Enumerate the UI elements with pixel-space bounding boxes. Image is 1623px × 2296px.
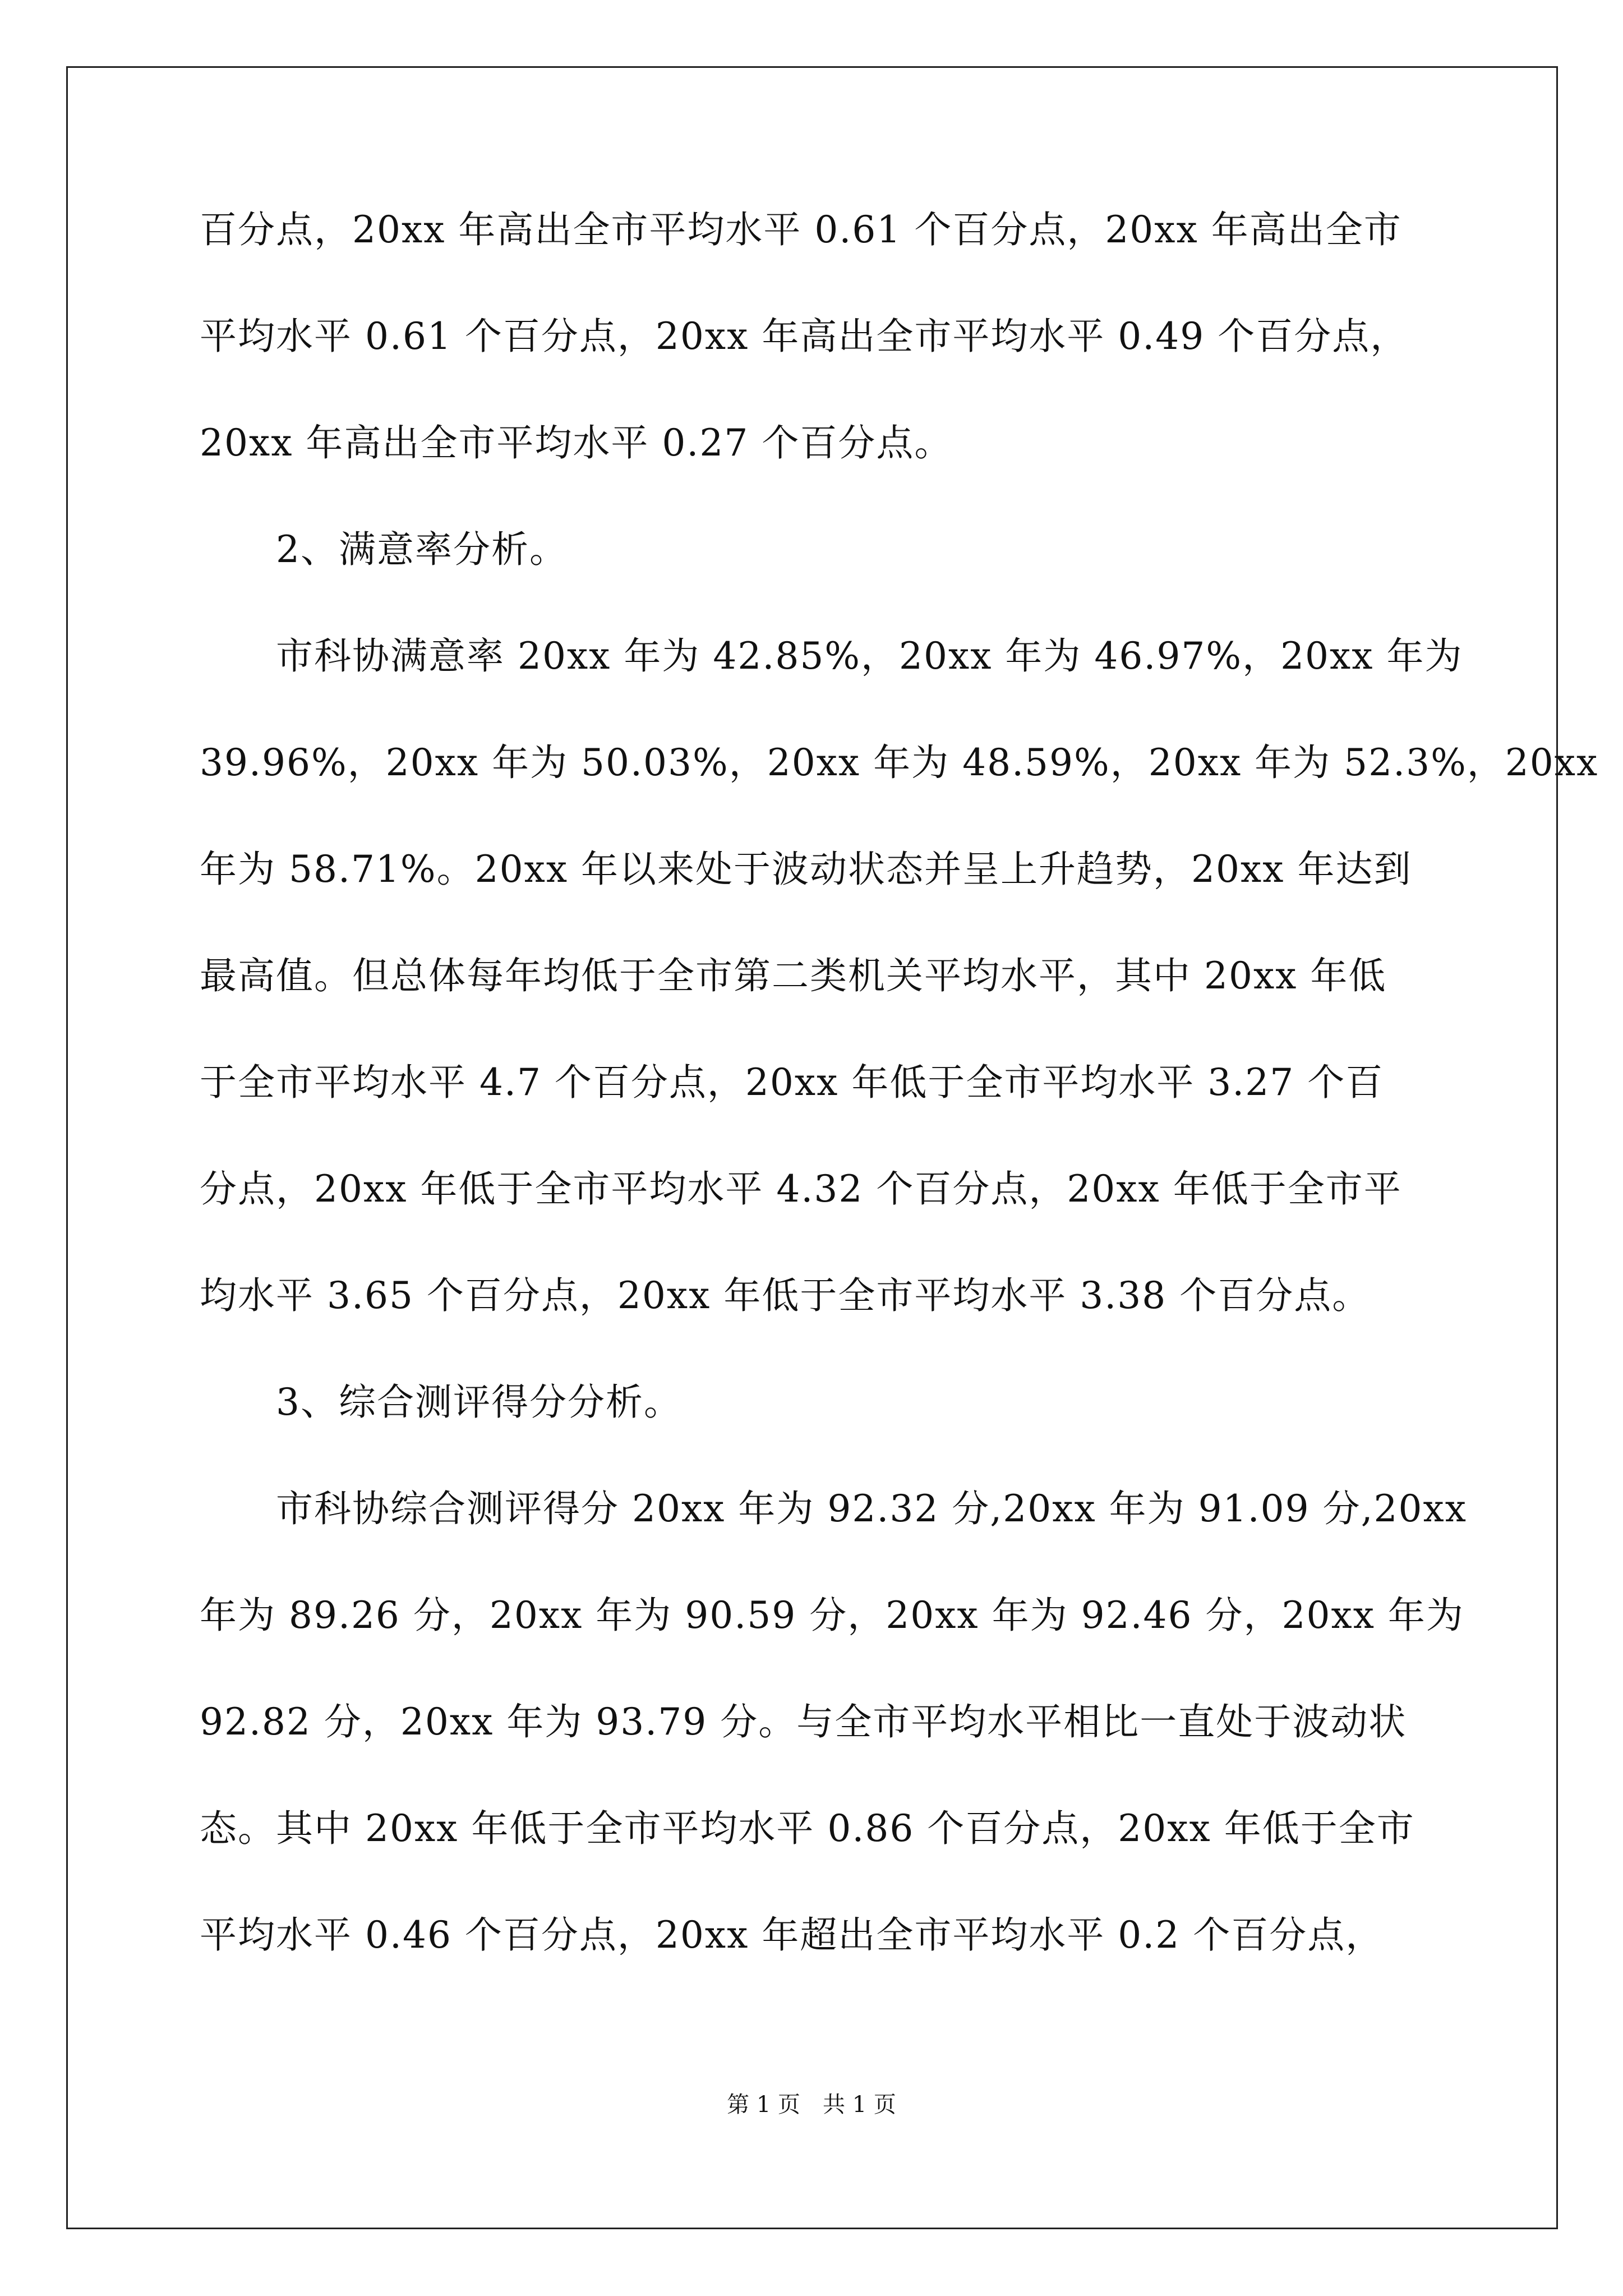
text-line: 平均水平 0.46 个百分点，20xx 年超出全市平均水平 0.2 个百分点， bbox=[200, 1913, 1384, 1957]
page-number-footer: 第 1 页 共 1 页 bbox=[727, 2092, 896, 2118]
text-line: 于全市平均水平 4.7 个百分点，20xx 年低于全市平均水平 3.27 个百 bbox=[200, 1061, 1384, 1104]
text-line: 态。其中 20xx 年低于全市平均水平 0.86 个百分点，20xx 年低于全市 bbox=[200, 1807, 1415, 1850]
text-line: 最高值。但总体每年均低于全市第二类机关平均水平，其中 20xx 年低 bbox=[200, 954, 1387, 997]
section-heading: 2、满意率分析。 bbox=[200, 528, 568, 571]
page-border bbox=[66, 66, 1558, 2229]
text-line: 39.96%，20xx 年为 50.03%，20xx 年为 48.59%，20xx 年为 52.3%，20xx bbox=[200, 741, 1599, 784]
text-line: 百分点，20xx 年高出全市平均水平 0.61 个百分点，20xx 年高出全市 bbox=[200, 208, 1402, 251]
section-heading: 3、综合测评得分分析。 bbox=[200, 1381, 682, 1424]
text-line: 年为 58.71%。20xx 年以来处于波动状态并呈上升趋势，20xx 年达到 bbox=[200, 848, 1412, 891]
text-line: 平均水平 0.61 个百分点，20xx 年高出全市平均水平 0.49 个百分点， bbox=[200, 315, 1409, 358]
text-line: 市科协综合测评得分 20xx 年为 92.32 分,20xx 年为 91.09 分,20xx bbox=[200, 1487, 1467, 1530]
text-line: 市科协满意率 20xx 年为 42.85%，20xx 年为 46.97%，20xx 年为 bbox=[200, 634, 1463, 678]
text-line: 分点，20xx 年低于全市平均水平 4.32 个百分点，20xx 年低于全市平 bbox=[200, 1167, 1402, 1211]
text-line: 年为 89.26 分，20xx 年为 90.59 分，20xx 年为 92.46 分，20xx 年为 bbox=[200, 1594, 1464, 1637]
text-line: 均水平 3.65 个百分点，20xx 年低于全市平均水平 3.38 个百分点。 bbox=[200, 1274, 1371, 1317]
text-line: 92.82 分，20xx 年为 93.79 分。与全市平均水平相比一直处于波动状 bbox=[200, 1700, 1407, 1743]
text-line: 20xx 年高出全市平均水平 0.27 个百分点。 bbox=[200, 421, 953, 464]
